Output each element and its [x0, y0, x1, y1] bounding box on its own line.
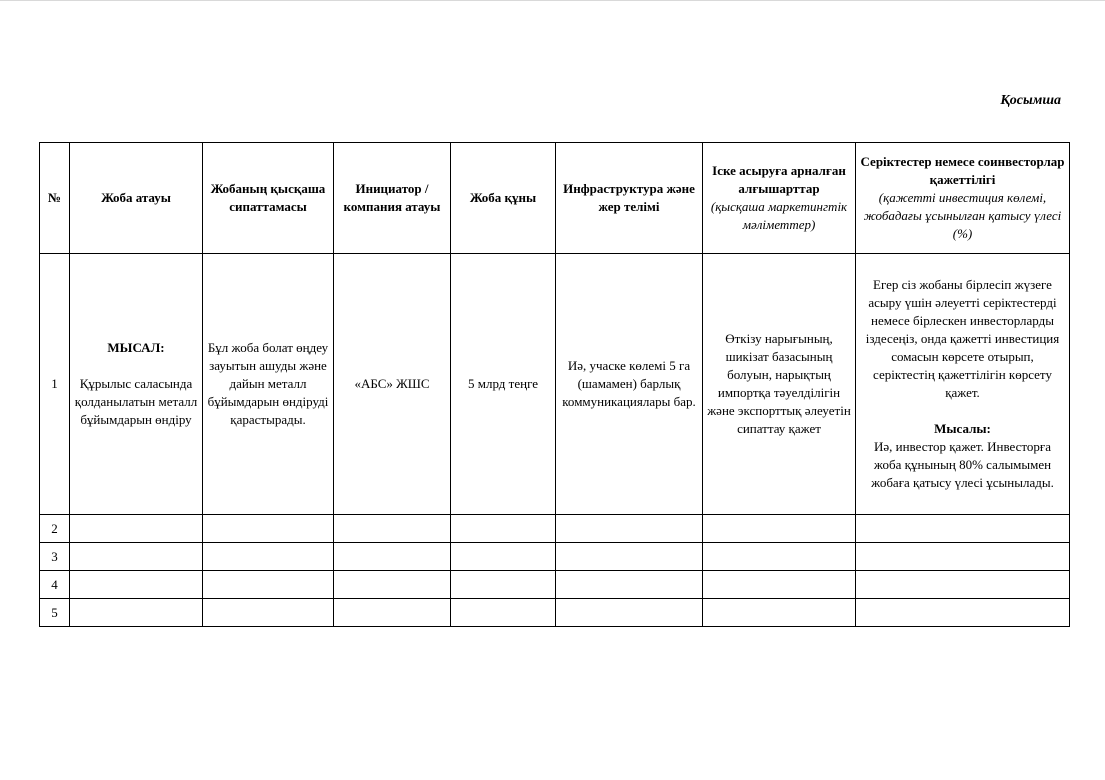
empty-cell: [203, 515, 334, 543]
cost-cell: 5 млрд теңге: [451, 254, 556, 515]
header-number: №: [40, 143, 70, 254]
partners-example-text: Иә, инвестор қажет. Инвесторға жоба құнының 80% салымымен жобаға қатысу үлесі ұсынылады.: [871, 439, 1054, 490]
annex-label: Қосымша: [1000, 93, 1061, 108]
empty-cell: [856, 543, 1070, 571]
empty-cell: [556, 515, 703, 543]
table-row: [40, 254, 1070, 515]
empty-cell: [856, 599, 1070, 627]
header-description: Жобаның қысқаша сипаттамасы: [203, 143, 334, 254]
partners-text: Егер сіз жобаны бірлесіп жүзеге асыру үшін әлеуетті серіктестерді немесе бірлескен инвесторларды іздесеңіз, онда қажетті инвестиция сомасын көрсете отырып, серіктестің қажеттілігін көрсету қажет.: [865, 277, 1060, 400]
table-row: [40, 515, 1070, 543]
empty-cell: [334, 543, 451, 571]
header-cost: Жоба құны: [451, 143, 556, 254]
empty-cell: [451, 543, 556, 571]
header-prerequisites-hint: (қысқаша маркетингтік мәліметтер): [710, 199, 848, 232]
empty-cell: [451, 599, 556, 627]
empty-cell: [556, 599, 703, 627]
table-row: [40, 599, 1070, 627]
row-number: 1: [40, 254, 70, 515]
empty-cell: [334, 599, 451, 627]
empty-cell: [451, 515, 556, 543]
empty-cell: [856, 515, 1070, 543]
header-partners: [856, 143, 1070, 254]
empty-cell: [703, 543, 856, 571]
empty-cell: [556, 543, 703, 571]
project-name-text: Құрылыс саласында қолданылатын металл бұйымдарын өндіру: [74, 376, 198, 427]
empty-cell: [703, 515, 856, 543]
empty-cell: [70, 515, 203, 543]
partners-cell: [856, 254, 1070, 515]
empty-cell: [703, 599, 856, 627]
empty-cell: [203, 543, 334, 571]
empty-cell: [556, 571, 703, 599]
empty-cell: [70, 599, 203, 627]
empty-cell: [334, 571, 451, 599]
row-number: 2: [40, 515, 70, 543]
table-row: [40, 571, 1070, 599]
example-label: МЫСАЛ:: [107, 340, 165, 355]
projects-table: [39, 142, 1070, 627]
header-infrastructure: Инфраструктура және жер телімі: [556, 143, 703, 254]
empty-cell: [70, 543, 203, 571]
top-divider: [0, 0, 1105, 1]
spacer: [859, 402, 1066, 420]
row-number: 3: [40, 543, 70, 571]
empty-cell: [856, 571, 1070, 599]
empty-cell: [203, 571, 334, 599]
infrastructure-cell: Иә, учаске көлемі 5 га (шамамен) барлық коммуникациялары бар.: [556, 254, 703, 515]
header-initiator: Инициатор / компания атауы: [334, 143, 451, 254]
table-row: [40, 543, 1070, 571]
empty-cell: [451, 571, 556, 599]
partners-example-label: Мысалы:: [934, 421, 991, 436]
project-name-cell: [70, 254, 203, 515]
row-number: 5: [40, 599, 70, 627]
description-cell: Бұл жоба болат өңдеу зауытын ашуды және дайын металл бұйымдарын өндіруді қарастырады.: [203, 254, 334, 515]
table-header-row: [40, 143, 1070, 254]
empty-cell: [203, 599, 334, 627]
header-partners-title: Серіктестер немесе соинвесторлар қажеттілігі: [860, 154, 1065, 187]
empty-cell: [334, 515, 451, 543]
header-project-name: Жоба атауы: [70, 143, 203, 254]
empty-cell: [70, 571, 203, 599]
header-partners-hint: (қажетті инвестиция көлемі, жобадағы ұсынылған қатысу үлесі (%): [863, 190, 1062, 241]
header-prerequisites: [703, 143, 856, 254]
row-number: 4: [40, 571, 70, 599]
header-prerequisites-title: Іске асыруға арналған алғышарттар: [712, 163, 846, 196]
initiator-cell: «АБС» ЖШС: [334, 254, 451, 515]
prerequisites-cell: Өткізу нарығының, шикізат базасының болуын, нарықтың импортқа тәуелділігін және экспорттық әлеуетін сипаттау қажет: [703, 254, 856, 515]
empty-cell: [703, 571, 856, 599]
spacer: [73, 357, 199, 375]
